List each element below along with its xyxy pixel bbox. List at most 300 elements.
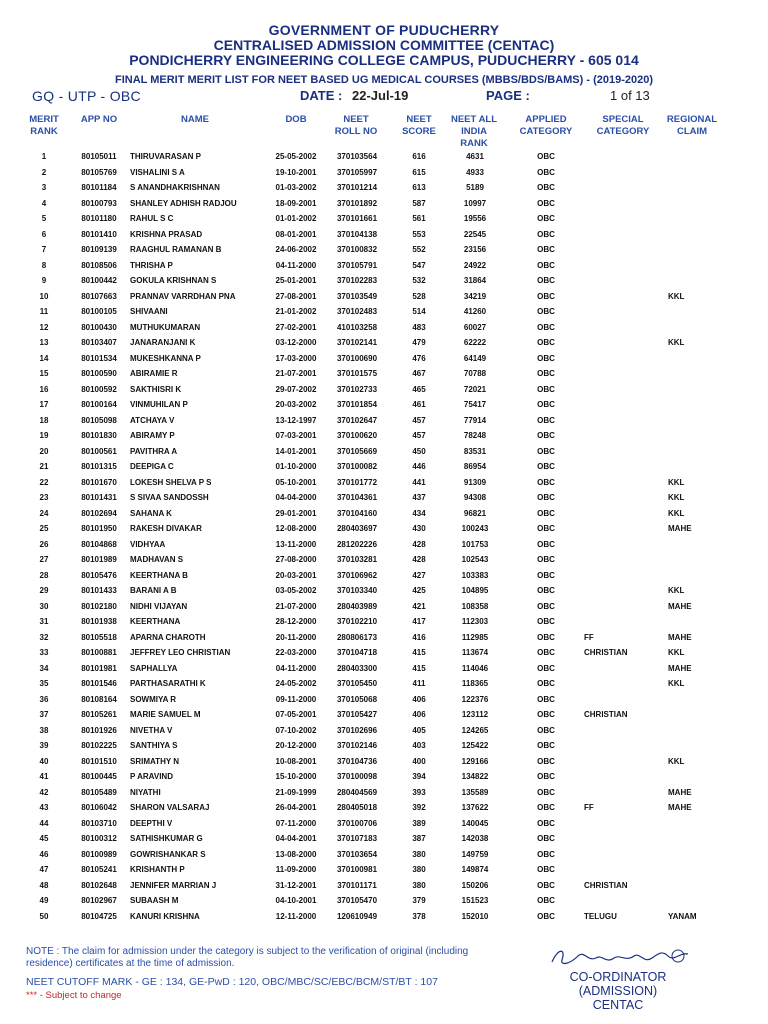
merit-table	[0, 149, 768, 924]
cell-category: OBC	[537, 911, 555, 921]
cell-air: 142038	[461, 834, 489, 843]
footer-note: NOTE : The claim for admission under the category is subject to the verification of original (including residence) certificates at the time of admission.	[26, 946, 469, 969]
cell-category: OBC	[537, 214, 555, 223]
col-app-no: APP NO	[80, 114, 118, 125]
table-row	[0, 242, 768, 258]
cell-merit-rank: 44	[39, 818, 49, 828]
cell-air: 102543	[461, 555, 489, 564]
cell-name: JEFFREY LEO CHRISTIAN	[130, 648, 231, 657]
cell-merit-rank: 10	[39, 291, 49, 301]
cell-score: 394	[412, 772, 426, 781]
cell-roll-no: 370102210	[336, 617, 378, 626]
cell-air: 10997	[463, 198, 487, 208]
cell-name: S SIVAA SANDOSSH	[130, 493, 209, 502]
table-row	[0, 227, 768, 243]
cell-category: OBC	[537, 524, 555, 533]
cell-regional: KKL	[668, 756, 685, 766]
cutoff-marks: NEET CUTOFF MARK - GE : 134, GE-PwD : 120, OBC/MBC/SC/EBC/BCM/ST/BT : 107	[26, 976, 438, 988]
table-row	[0, 676, 768, 692]
table-row	[0, 521, 768, 537]
cell-dob: 13-11-2000	[275, 539, 317, 549]
table-row	[0, 754, 768, 770]
table-row	[0, 878, 768, 894]
table-row	[0, 475, 768, 491]
cell-merit-rank: 15	[39, 369, 49, 378]
cell-app-no: 80105011	[81, 152, 117, 161]
cell-name: JANARANJANI K	[130, 338, 196, 347]
cell-dob: 20-11-2000	[275, 632, 317, 642]
cell-app-no: 80105489	[81, 787, 117, 797]
table-row	[0, 366, 768, 382]
cell-roll-no: 120610949	[336, 911, 378, 921]
cell-name: VISHALINI S A	[130, 167, 185, 177]
cell-air: 123112	[461, 710, 489, 719]
cell-merit-rank: 2	[41, 167, 47, 177]
cell-merit-rank: 28	[39, 570, 49, 580]
cell-category: OBC	[537, 276, 555, 285]
cell-merit-rank: 35	[39, 679, 49, 688]
cell-merit-rank: 39	[39, 741, 49, 750]
cell-air: 118365	[461, 679, 489, 688]
col-name: NAME	[181, 114, 209, 125]
table-row	[0, 769, 768, 785]
cell-category: OBC	[537, 493, 555, 502]
cell-name: SOWMIYA R	[130, 694, 177, 704]
table-row	[0, 304, 768, 320]
cell-category: OBC	[537, 679, 555, 688]
table-header	[0, 114, 768, 149]
cell-merit-rank: 13	[39, 338, 49, 347]
cell-roll-no: 280403300	[336, 663, 378, 673]
cell-dob: 04-10-2001	[275, 896, 317, 905]
cell-merit-rank: 1	[41, 152, 47, 161]
cell-merit-rank: 4	[41, 198, 47, 208]
cell-special: CHRISTIAN	[584, 648, 628, 657]
cell-app-no: 80100445	[81, 772, 117, 781]
cell-roll-no: 370104138	[336, 229, 378, 239]
cell-name: SUBAASH M	[130, 896, 179, 905]
coordinator-title: CO-ORDINATOR (ADMISSION)	[569, 970, 667, 998]
cell-name: KRISHNA PRASAD	[130, 229, 203, 239]
cell-dob: 01-03-2002	[275, 183, 317, 192]
cell-regional: KKL	[668, 586, 685, 595]
table-row	[0, 149, 768, 165]
cell-app-no: 80100881	[81, 648, 117, 657]
cell-category: OBC	[537, 617, 555, 626]
cell-regional: KKL	[668, 493, 685, 502]
cell-roll-no: 370101214	[336, 183, 378, 192]
table-row	[0, 211, 768, 227]
cell-score: 613	[412, 183, 426, 192]
cell-app-no: 80103710	[81, 818, 117, 828]
table-row	[0, 552, 768, 568]
cell-name: APARNA CHAROTH	[130, 632, 206, 642]
cell-dob: 04-11-2000	[275, 260, 317, 270]
cell-name: DEEPIGA C	[130, 462, 174, 471]
cell-air: 5189	[466, 183, 484, 192]
cell-air: 96821	[463, 508, 487, 518]
cell-score: 479	[412, 338, 426, 347]
cell-score: 553	[412, 229, 426, 239]
table-row	[0, 831, 768, 847]
cell-category: OBC	[537, 369, 555, 378]
cell-category: OBC	[537, 601, 555, 611]
cell-merit-rank: 43	[39, 803, 49, 812]
cell-merit-rank: 45	[39, 834, 49, 843]
page-value: 1 of 13	[610, 88, 650, 103]
cell-dob: 27-08-2001	[275, 291, 317, 301]
cell-dob: 07-11-2000	[275, 818, 317, 828]
cell-roll-no: 370101661	[336, 214, 378, 223]
cell-app-no: 80101534	[81, 353, 117, 363]
cell-name: ABIRAMIE R	[130, 369, 178, 378]
table-row	[0, 893, 768, 909]
cell-air: 100243	[461, 524, 489, 533]
cell-merit-rank: 24	[39, 508, 49, 518]
table-row	[0, 568, 768, 584]
cell-roll-no: 280403697	[336, 524, 378, 533]
cell-merit-rank: 27	[39, 555, 49, 564]
cell-app-no: 80101546	[81, 679, 117, 688]
cell-score: 428	[412, 555, 426, 564]
cell-special: CHRISTIAN	[584, 880, 628, 890]
cell-app-no: 80100561	[81, 446, 117, 456]
cell-score: 457	[412, 415, 426, 425]
table-row	[0, 335, 768, 351]
cell-roll-no: 370102141	[336, 338, 378, 347]
cell-name: VIDHYAA	[130, 539, 166, 549]
cell-roll-no: 370102733	[336, 384, 378, 394]
cell-app-no: 80100442	[81, 276, 117, 285]
cell-name: P ARAVIND	[130, 772, 173, 781]
cell-special: FF	[584, 632, 594, 642]
cell-category: OBC	[537, 307, 555, 316]
cell-air: 75417	[463, 400, 487, 409]
cell-score: 430	[412, 524, 426, 533]
cell-app-no: 80101433	[81, 586, 117, 595]
cell-merit-rank: 37	[39, 710, 49, 719]
cell-roll-no: 370100690	[336, 353, 378, 363]
cell-app-no: 80100590	[81, 369, 117, 378]
cell-merit-rank: 12	[39, 322, 49, 332]
cell-name: ATCHAYA V	[130, 415, 175, 425]
cell-air: 135589	[461, 787, 489, 797]
cell-name: ABIRAMY P	[130, 431, 175, 440]
cell-name: VINMUHILAN P	[130, 400, 188, 409]
cell-name: SHIVAANI	[130, 307, 168, 316]
cell-category: OBC	[537, 508, 555, 518]
cell-app-no: 80101830	[81, 431, 117, 440]
cell-roll-no: 370100620	[336, 431, 378, 440]
cell-air: 91309	[463, 477, 487, 487]
cell-category: OBC	[537, 229, 555, 239]
cell-category: OBC	[537, 353, 555, 363]
cell-dob: 25-01-2001	[275, 276, 317, 285]
cell-merit-rank: 20	[39, 446, 49, 456]
header-list-title: FINAL MERIT MERIT LIST FOR NEET BASED UG MEDICAL COURSES (MBBS/BDS/BAMS) - (2019-2020)	[114, 74, 654, 86]
col-special: SPECIAL CATEGORY	[596, 114, 650, 137]
cell-app-no: 80104725	[81, 911, 117, 921]
cell-dob: 21-09-1999	[275, 787, 317, 797]
cell-score: 528	[412, 291, 426, 301]
cell-merit-rank: 6	[41, 229, 47, 239]
cell-air: 137622	[461, 803, 489, 812]
cell-roll-no: 370103340	[336, 586, 378, 595]
table-row	[0, 320, 768, 336]
cell-merit-rank: 16	[39, 384, 49, 394]
cell-app-no: 80100430	[81, 322, 117, 332]
cell-roll-no: 370103564	[336, 152, 378, 161]
cell-air: 125422	[461, 741, 489, 750]
cell-air: 60027	[463, 322, 487, 332]
cell-score: 450	[412, 446, 426, 456]
page-label: PAGE :	[486, 88, 530, 103]
cell-air: 78248	[463, 431, 487, 440]
cell-roll-no: 370105068	[336, 694, 378, 704]
cell-app-no: 80100164	[81, 400, 117, 409]
cell-name: SRIMATHY N	[130, 756, 180, 766]
cell-app-no: 80101410	[81, 229, 117, 239]
cell-app-no: 80100312	[81, 834, 117, 843]
table-row	[0, 196, 768, 212]
cell-dob: 13-08-2000	[275, 849, 317, 859]
cell-dob: 17-03-2000	[275, 353, 317, 363]
cell-category: OBC	[537, 694, 555, 704]
cell-app-no: 80107663	[81, 291, 117, 301]
cell-app-no: 80101315	[81, 462, 117, 471]
cell-dob: 25-05-2002	[275, 152, 317, 161]
cell-score: 392	[412, 803, 426, 812]
cell-score: 380	[412, 849, 426, 859]
cell-merit-rank: 21	[39, 462, 49, 471]
cell-app-no: 80105769	[81, 167, 117, 177]
cell-app-no: 80101926	[81, 725, 117, 735]
cell-name: PARTHASARATHI K	[130, 679, 206, 688]
cell-dob: 26-04-2001	[275, 803, 317, 812]
cell-dob: 31-12-2001	[275, 880, 317, 890]
cell-name: KANURI KRISHNA	[130, 911, 200, 921]
cell-air: 134822	[461, 772, 489, 781]
cell-score: 465	[412, 384, 426, 394]
cell-air: 86954	[463, 462, 487, 471]
cell-app-no: 80106042	[81, 803, 117, 812]
cell-category: OBC	[537, 818, 555, 828]
cell-regional: KKL	[668, 291, 685, 301]
cell-roll-no: 370102146	[336, 741, 378, 750]
cell-category: OBC	[537, 245, 555, 254]
cell-name: LOKESH SHELVA P S	[130, 477, 212, 487]
cell-merit-rank: 8	[41, 260, 47, 270]
cell-category: OBC	[537, 756, 555, 766]
cell-dob: 22-03-2000	[275, 648, 317, 657]
cell-score: 616	[412, 152, 426, 161]
cell-category: OBC	[537, 260, 555, 270]
cell-merit-rank: 5	[41, 214, 47, 223]
cell-air: 23156	[463, 245, 487, 254]
cell-roll-no: 370101772	[336, 477, 378, 487]
cell-merit-rank: 22	[39, 477, 49, 487]
cell-name: RAHUL S C	[130, 214, 174, 223]
header-committee: CENTRALISED ADMISSION COMMITTEE (CENTAC)	[213, 37, 555, 53]
cell-category: OBC	[537, 865, 555, 874]
cell-air: 108358	[461, 601, 489, 611]
cell-regional: KKL	[668, 338, 685, 347]
table-row	[0, 909, 768, 925]
cell-dob: 24-05-2002	[275, 679, 317, 688]
cell-name: PRANNAV VARRDHAN PNA	[130, 291, 236, 301]
cell-score: 476	[412, 353, 426, 363]
cell-category: OBC	[537, 291, 555, 301]
cell-roll-no: 370105669	[336, 446, 378, 456]
cell-dob: 21-07-2001	[275, 369, 317, 378]
table-row	[0, 692, 768, 708]
cell-score: 547	[412, 260, 426, 270]
cell-special: TELUGU	[584, 911, 617, 921]
cell-score: 421	[412, 601, 426, 611]
cell-name: GOWRISHANKAR S	[130, 849, 206, 859]
cell-app-no: 80101989	[81, 555, 117, 564]
cell-app-no: 80100105	[81, 307, 117, 316]
cell-merit-rank: 34	[39, 663, 49, 673]
cell-merit-rank: 7	[41, 245, 47, 254]
cell-dob: 28-12-2000	[275, 617, 317, 626]
cell-category: OBC	[537, 322, 555, 332]
cell-merit-rank: 11	[39, 307, 49, 316]
cell-dob: 21-01-2002	[275, 307, 317, 316]
cell-score: 615	[412, 167, 426, 177]
cell-air: 70788	[463, 369, 487, 378]
cell-score: 437	[412, 493, 426, 502]
col-category: APPLIED CATEGORY	[519, 114, 573, 137]
col-dob: DOB	[285, 114, 307, 125]
cell-name: SHARON VALSARAJ	[130, 803, 210, 812]
cell-air: 4631	[466, 152, 484, 161]
cell-name: SANTHIYA S	[130, 741, 178, 750]
cell-roll-no: 280806173	[336, 632, 378, 642]
col-regional: REGIONAL CLAIM	[666, 114, 718, 137]
cell-regional: KKL	[668, 508, 685, 518]
cell-air: 4933	[466, 167, 484, 177]
cell-roll-no: 370100098	[336, 772, 378, 781]
cell-roll-no: 370104718	[336, 648, 378, 657]
cell-app-no: 80108506	[81, 260, 117, 270]
cell-roll-no: 370100981	[336, 865, 378, 874]
cell-roll-no: 370100832	[336, 245, 378, 254]
cell-roll-no: 370105450	[336, 679, 378, 688]
cell-merit-rank: 40	[39, 756, 49, 766]
cell-air: 64149	[463, 353, 487, 363]
cell-air: 112303	[461, 617, 489, 626]
cell-score: 561	[412, 214, 426, 223]
table-row	[0, 382, 768, 398]
cell-merit-rank: 30	[39, 601, 49, 611]
cell-app-no: 80105476	[81, 570, 117, 580]
cell-roll-no: 410103258	[336, 322, 378, 332]
header-government: GOVERNMENT OF PUDUCHERRY	[268, 22, 500, 38]
table-row	[0, 165, 768, 181]
cell-air: 19556	[463, 214, 487, 223]
cell-roll-no: 370103281	[336, 555, 378, 564]
table-row	[0, 180, 768, 196]
cell-name: PAVITHRA A	[130, 446, 178, 456]
cell-name: NIVETHA V	[130, 725, 173, 735]
cell-merit-rank: 48	[39, 880, 49, 890]
cell-dob: 20-12-2000	[275, 741, 317, 750]
cell-roll-no: 370100706	[336, 818, 378, 828]
table-row	[0, 397, 768, 413]
cell-dob: 03-05-2002	[275, 586, 317, 595]
cell-app-no: 80102180	[81, 601, 117, 611]
cell-dob: 13-12-1997	[275, 415, 317, 425]
cell-category: OBC	[537, 710, 555, 719]
cell-score: 380	[412, 880, 426, 890]
table-row	[0, 273, 768, 289]
table-row	[0, 785, 768, 801]
table-row	[0, 413, 768, 429]
cell-score: 552	[412, 245, 426, 254]
cell-name: RAKESH DIVAKAR	[130, 524, 202, 533]
cell-name: SAPHALLYA	[130, 663, 178, 673]
cell-category: OBC	[537, 415, 555, 425]
cell-dob: 08-01-2001	[275, 229, 317, 239]
cell-air: 31864	[463, 276, 487, 285]
cell-category: OBC	[537, 896, 555, 905]
cell-dob: 19-10-2001	[275, 167, 317, 177]
cell-name: NIYATHI	[130, 787, 161, 797]
cell-special: FF	[584, 803, 594, 812]
cell-app-no: 80102967	[81, 896, 117, 905]
cell-roll-no: 370104160	[336, 508, 378, 518]
cell-category: OBC	[537, 586, 555, 595]
cell-roll-no: 370102647	[336, 415, 378, 425]
cell-score: 483	[412, 322, 426, 332]
cell-category: OBC	[537, 462, 555, 471]
cell-air: 122376	[461, 694, 489, 704]
cell-dob: 18-09-2001	[275, 198, 317, 208]
cell-app-no: 80102694	[81, 508, 117, 518]
cell-app-no: 80101431	[81, 493, 117, 502]
cell-category: OBC	[537, 400, 555, 409]
cell-name: MUKESHKANNA P	[130, 353, 201, 363]
cell-air: 114046	[461, 663, 489, 673]
table-row	[0, 614, 768, 630]
cell-dob: 14-01-2001	[275, 446, 317, 456]
cell-merit-rank: 42	[39, 787, 49, 797]
cell-score: 393	[412, 787, 426, 797]
cell-score: 405	[412, 725, 426, 735]
cell-roll-no: 370105427	[336, 710, 378, 719]
cell-roll-no: 370101854	[336, 400, 378, 409]
cell-app-no: 80105098	[81, 415, 117, 425]
cell-category: OBC	[537, 555, 555, 564]
cell-dob: 21-07-2000	[275, 601, 317, 611]
cell-merit-rank: 50	[39, 911, 49, 921]
cell-roll-no: 370102483	[336, 307, 378, 316]
cell-category: OBC	[537, 663, 555, 673]
cell-score: 461	[412, 400, 426, 409]
cell-name: KEERTHANA	[130, 617, 181, 626]
cell-category: OBC	[537, 834, 555, 843]
cell-regional: KKL	[668, 679, 685, 688]
cell-dob: 04-11-2000	[275, 663, 317, 673]
cell-roll-no: 370103549	[336, 291, 378, 301]
cell-category: OBC	[537, 648, 555, 657]
cell-dob: 24-06-2002	[275, 245, 317, 254]
cell-score: 389	[412, 818, 426, 828]
cell-dob: 12-11-2000	[275, 911, 317, 921]
cell-score: 434	[412, 508, 426, 518]
cell-score: 446	[412, 462, 426, 471]
